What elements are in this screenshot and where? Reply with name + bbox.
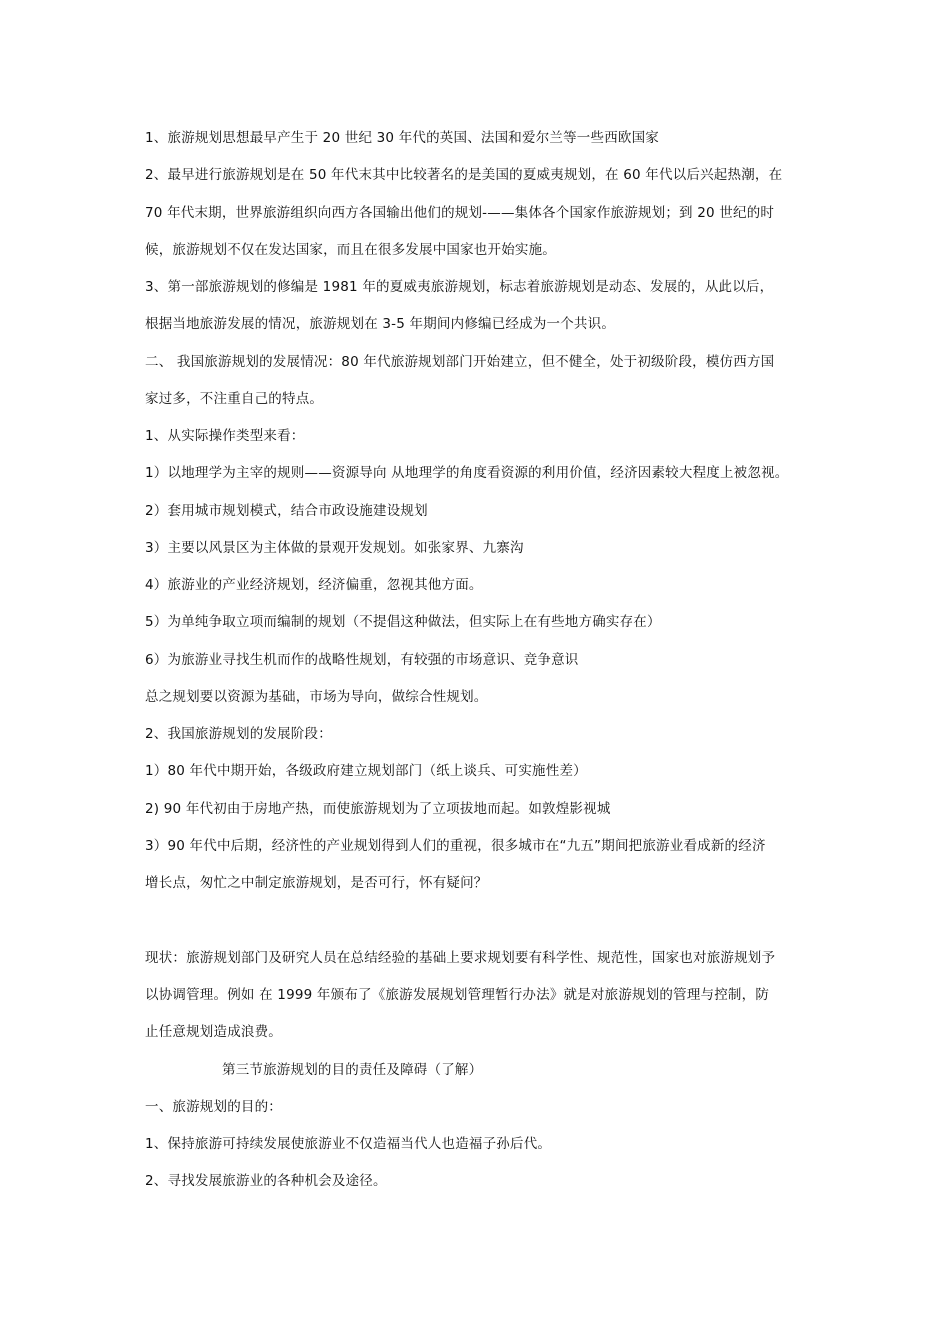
text-line: 以协调管理。例如 在 1999 年颁布了《旅游发展规划管理暂行办法》就是对旅游规划的管理与控制，防 xyxy=(145,987,770,1003)
text-line: 70 年代末期，世界旅游组织向西方各国输出他们的规划-——集体各个国家作旅游规划；到 20 世纪的时 xyxy=(145,205,775,221)
text-line: 5）为单纯争取立项而编制的规划（不提倡这种做法，但实际上在有些地方确实存在） xyxy=(145,614,661,630)
text-line: 总之规划要以资源为基础，市场为导向，做综合性规划。 xyxy=(145,689,488,705)
section-heading: 第三节旅游规划的目的责任及障碍（了解） xyxy=(222,1062,483,1078)
text-line: 2) 90 年代初由于房地产热，而使旅游规划为了立项拔地而起。如敦煌影视城 xyxy=(145,801,611,817)
text-line: 家过多，不注重自己的特点。 xyxy=(145,391,324,407)
text-line: 4）旅游业的产业经济规划，经济偏重，忽视其他方面。 xyxy=(145,577,483,593)
text-line: 2）套用城市规划模式，结合市政设施建设规划 xyxy=(145,503,428,519)
text-line: 二、 我国旅游规划的发展情况：80 年代旅游规划部门开始建立，但不健全，处于初级阶段，模仿西方国 xyxy=(145,354,775,370)
text-line: 3）主要以风景区为主体做的景观开发规划。如张家界、九寨沟 xyxy=(145,540,524,556)
text-line: 2、寻找发展旅游业的各种机会及途径。 xyxy=(145,1173,387,1189)
text-line: 增长点，匆忙之中制定旅游规划，是否可行，怀有疑问？ xyxy=(145,875,488,891)
text-line: 1）80 年代中期开始，各级政府建立规划部门（纸上谈兵、可实施性差） xyxy=(145,763,587,779)
text-line: 根据当地旅游发展的情况，旅游规划在 3-5 年期间内修编已经成为一个共识。 xyxy=(145,316,616,332)
text-line: 现状：旅游规划部门及研究人员在总结经验的基础上要求规划要有科学性、规范性，国家也对旅游规划予 xyxy=(145,950,776,966)
text-line: 3、第一部旅游规划的修编是 1981 年的夏威夷旅游规划，标志着旅游规划是动态、发展的，从此以后， xyxy=(145,279,774,295)
text-line: 一、旅游规划的目的： xyxy=(145,1099,282,1115)
text-line: 止任意规划造成浪费。 xyxy=(145,1024,282,1040)
text-line: 3）90 年代中后期，经济性的产业规划得到人们的重视，很多城市在“九五”期间把旅游业看成新的经济 xyxy=(145,838,766,854)
text-line: 1、从实际操作类型来看： xyxy=(145,428,305,444)
text-line: 1、旅游规划思想最早产生于 20 世纪 30 年代的英国、法国和爱尔兰等一些西欧国家 xyxy=(145,130,660,146)
text-line: 1）以地理学为主宰的规则——资源导向 从地理学的角度看资源的利用价值，经济因素较大程度上被忽视。 xyxy=(145,465,789,481)
text-line: 2、最早进行旅游规划是在 50 年代末其中比较著名的是美国的夏威夷规划，在 60 年代以后兴起热潮，在 xyxy=(145,167,783,183)
text-line: 6）为旅游业寻找生机而作的战略性规划，有较强的市场意识、竞争意识 xyxy=(145,652,579,668)
text-line: 1、保持旅游可持续发展使旅游业不仅造福当代人也造福子孙后代。 xyxy=(145,1136,552,1152)
text-line: 2、我国旅游规划的发展阶段： xyxy=(145,726,332,742)
text-line: 候，旅游规划不仅在发达国家，而且在很多发展中国家也开始实施。 xyxy=(145,242,556,258)
